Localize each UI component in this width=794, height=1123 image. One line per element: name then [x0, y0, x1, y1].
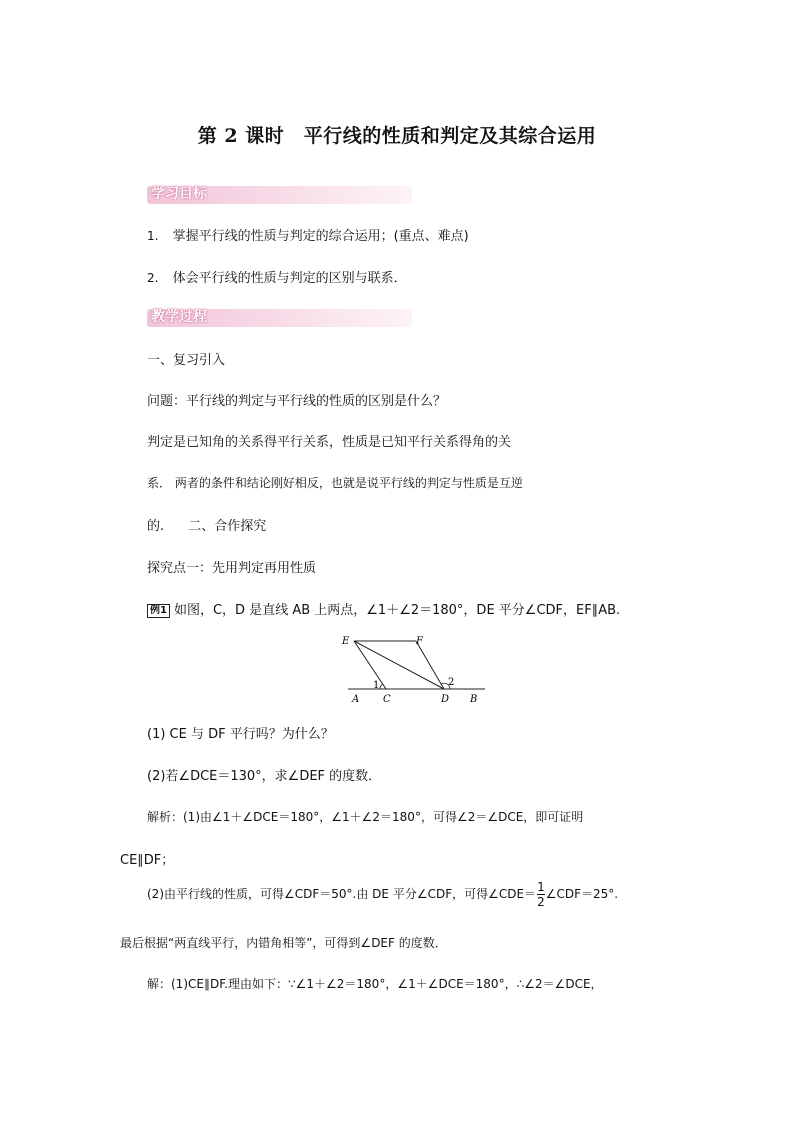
answer-line-3-end: 的.: [147, 519, 165, 534]
label-B: B: [470, 694, 478, 705]
example-text: 如图，C，D 是直线 AB 上两点，∠1＋∠2＝180°，DE 平分∠CDF，EF∥AB.: [173, 603, 621, 618]
section-title-process: 教学过程: [151, 309, 207, 325]
example-statement: [147, 599, 620, 618]
fraction-denominator: 2: [537, 895, 545, 909]
objective-text: 体会平行线的性质与判定的区别与联系．: [172, 271, 407, 286]
label-angle-1: 1: [373, 680, 380, 691]
geometry-figure: [340, 630, 490, 710]
label-F: F: [416, 636, 423, 647]
question-1: (1) CE 与 DF 平行吗？为什么？: [147, 727, 334, 742]
label-A: A: [352, 694, 360, 705]
analysis-line-2-start: (2)由平行线的性质，可得∠CDF＝50°.由 DE 平分∠CDF，可得∠CDE＝: [147, 887, 537, 901]
answer-line-2: 系． 两者的条件和结论刚好相反，也就是说平行线的判定与性质是互逆: [147, 476, 523, 490]
question-2: (2)若∠DCE＝130°，求∠DEF 的度数．: [147, 769, 382, 784]
objective-number: 2.: [147, 271, 159, 285]
review-heading: 一、复习引入: [147, 353, 226, 368]
page-title: 第 2 课时 平行线的性质和判定及其综合运用: [197, 125, 597, 147]
analysis-line-1: 解析：(1)由∠1＋∠DCE＝180°，∠1＋∠2＝180°，可得∠2＝∠DCE，即可证明: [147, 810, 584, 824]
objective-text: 掌握平行线的性质与判定的综合运用；(重点、难点): [172, 229, 469, 244]
label-C: C: [383, 694, 391, 705]
objective-item-1: [147, 225, 469, 244]
example-badge: 例1: [147, 604, 170, 618]
answer-line-1: 判定是已知角的关系得平行关系，性质是已知平行关系得角的关: [147, 435, 512, 450]
answer-line-3: [147, 515, 266, 534]
analysis-line-2-end: ∠CDF＝25°.: [545, 887, 619, 901]
solution-line-1: 解：(1)CE∥DF.理由如下：∵∠1＋∠2＝180°，∠1＋∠DCE＝180°，∴∠2＝∠DCE，: [147, 977, 603, 991]
question-text: 问题：平行线的判定与平行线的性质的区别是什么？: [147, 394, 447, 409]
segment-EC: [354, 641, 386, 689]
explore-point-1: 探究点一：先用判定再用性质: [147, 561, 317, 576]
label-angle-2: 2: [448, 677, 455, 688]
analysis-line-2: [147, 880, 618, 909]
fraction-one-half: [537, 880, 545, 909]
explore-heading: 二、合作探究: [188, 519, 267, 534]
fraction-numerator: 1: [537, 880, 545, 894]
objective-number: 1.: [147, 229, 159, 243]
angle-1-arc: [380, 684, 383, 689]
analysis-line-3: 最后根据“两直线平行，内错角相等”，可得到∠DEF 的度数．: [120, 936, 447, 950]
objective-item-2: [147, 267, 407, 286]
label-D: D: [441, 694, 450, 705]
analysis-line-1b: CE∥DF；: [120, 853, 175, 868]
label-E: E: [342, 636, 350, 647]
section-title-objectives: 学习目标: [151, 186, 207, 202]
